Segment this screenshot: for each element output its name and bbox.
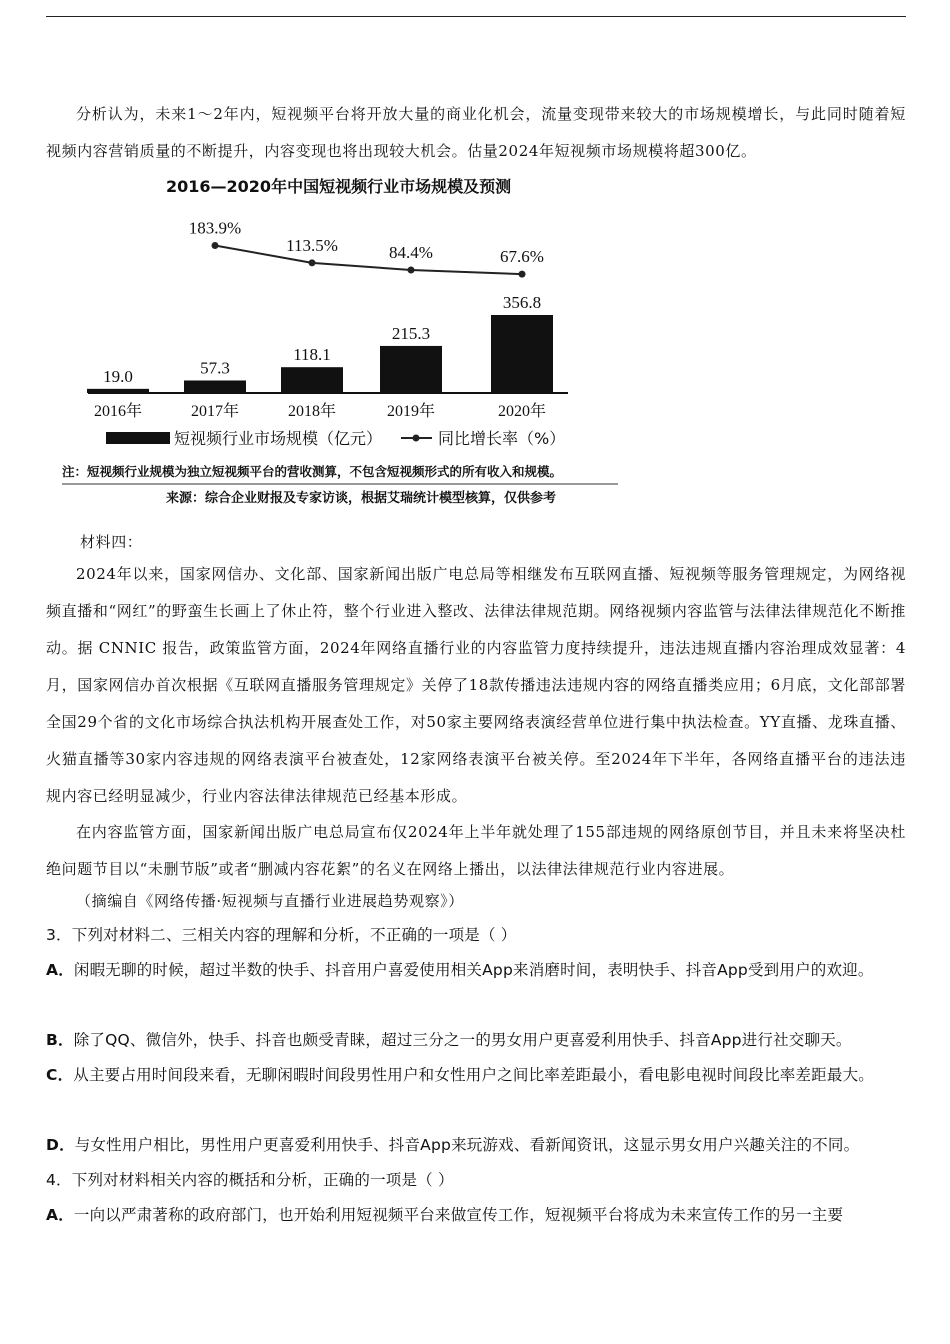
question-3-option-b[interactable] xyxy=(46,1023,906,1058)
legend-line-label: 同比增长率（%） xyxy=(438,429,566,448)
question-3-option-d[interactable] xyxy=(46,1128,906,1163)
growth-point-2 xyxy=(309,259,316,266)
question-4-stem: 4．下列对材料相关内容的概括和分析，正确的一项是（ ） xyxy=(46,1171,454,1189)
x-tick-label-5: 2020年 xyxy=(497,403,547,420)
legend-bar-swatch xyxy=(106,432,170,444)
q4-option-a-label: A． xyxy=(46,1206,74,1224)
option-b-text: 除了QQ、微信外，快手、抖音也颇受青睐，超过三分之一的男女用户更喜爱利用快手、抖音App进行社交聊天。 xyxy=(73,1031,852,1049)
question-3-option-a[interactable] xyxy=(46,953,906,988)
x-tick-label-1: 2016年 xyxy=(93,403,143,420)
growth-point-3 xyxy=(408,266,415,273)
material4-paragraph-1: 2024年以来，国家网信办、文化部、国家新闻出版广电总局等相继发布互联网直播、短视频等服务管理规定，为网络视频直播和“网红”的野蛮生长画上了休止符，整个行业进入整改、法律法律规范期。网络视频内容监管与法律法律规范化不断推动。据 CNNIC 报告，政策监管方面，2024年网络直播行业的内容监管力度持续提升，违法违规直播内容治理成效显著：4月，国家网信办首次根据《互联网直播服务管理规定》关停了18款传播违法违规内容的网络直播类应用；6月底，文化部部署全国29个省的文化市场综合执法机构开展查处工作，对50家主要网络表演经营单位进行集中执法检查。YY直播、龙珠直播、火猫直播等30家内容违规的网络表演平台被查处，12家网络表演平台被关停。至2024年下半年，各网络直播平台的违法违规内容已经明显减少，行业内容法律法律规范已经基本形成。 xyxy=(46,565,906,805)
legend-line-dot xyxy=(413,435,420,442)
option-d-text: 与女性用户相比，男性用户更喜爱利用快手、抖音App来玩游戏、看新闻资讯，这显示男女用户兴趣关注的不同。 xyxy=(74,1136,860,1154)
growth-point-4 xyxy=(519,271,526,278)
growth-label-1: 183.9% xyxy=(188,218,242,238)
material4-paragraph-2: 在内容监管方面，国家新闻出版广电总局宣布仅2024年上半年就处理了155部违规的网络原创节目，并且未来将坚决杜绝问题节目以“未删节版”或者“删减内容花絮”的名义在网络上播出，以法律法律规范行业内容进展。 xyxy=(46,823,906,878)
bar-3 xyxy=(281,367,343,393)
material4-heading: 材料四： xyxy=(80,533,143,551)
bar-2 xyxy=(184,380,246,393)
material4-citation: （摘编自《网络传播·短视频与直播行业进展趋势观察》） xyxy=(76,892,464,910)
bar-value-label-4: 215.3 xyxy=(391,323,431,343)
option-d-label: D． xyxy=(46,1136,75,1154)
x-tick-label-4: 2019年 xyxy=(386,403,436,420)
bar-4 xyxy=(380,346,442,393)
option-c-label: C． xyxy=(46,1066,74,1084)
bar-5 xyxy=(491,315,553,393)
bar-value-label-5: 356.8 xyxy=(502,293,542,312)
growth-label-3: 84.4% xyxy=(389,242,433,262)
option-c-text: 从主要占用时间段来看，无聊闲暇时间段男性用户和女性用户之间比率差距最小，看电影电视时间段比率差距最大。 xyxy=(73,1066,874,1084)
question-4-option-a[interactable] xyxy=(46,1198,906,1233)
legend-bar-label: 短视频行业市场规模（亿元） xyxy=(174,429,383,448)
intro-paragraph: 分析认为，未来1～2年内，短视频平台将开放大量的商业化机会，流量变现带来较大的市场规模增长，与此同时随着短视频内容营销质量的不断提升，内容变现也将出现较大机会。估量2024年短视频市场规模将超300亿。 xyxy=(46,105,906,160)
x-tick-label-2: 2017年 xyxy=(190,403,240,420)
page-top-rule xyxy=(46,16,906,17)
growth-rate-line xyxy=(215,246,522,275)
question-3-option-c[interactable] xyxy=(46,1058,906,1093)
q4-option-a-text: 一向以严肃著称的政府部门，也开始利用短视频平台来做宣传工作，短视频平台将成为未来宣传工作的另一主要 xyxy=(73,1206,844,1224)
market-size-chart xyxy=(56,168,636,513)
option-a-label: A． xyxy=(46,961,74,979)
chart-note: 注：短视频行业规模为独立短视频平台的营收测算，不包含短视频形式的所有收入和规模。 xyxy=(62,464,563,479)
bar-value-label-2: 57.3 xyxy=(200,358,230,378)
growth-point-1 xyxy=(212,242,219,249)
chart-title: 2016—2020年中国短视频行业市场规模及预测 xyxy=(166,177,512,196)
x-tick-label-3: 2018年 xyxy=(287,403,337,420)
growth-label-2: 113.5% xyxy=(286,235,338,255)
bar-value-label-1: 19.0 xyxy=(103,366,133,386)
question-3-stem: 3．下列对材料二、三相关内容的理解和分析，不正确的一项是（ ） xyxy=(46,926,517,944)
chart-svg xyxy=(56,168,636,513)
option-a-text: 闲暇无聊的时候，超过半数的快手、抖音用户喜爱使用相关App来消磨时间，表明快手、抖音App受到用户的欢迎。 xyxy=(73,961,874,979)
chart-source: 来源：综合企业财报及专家访谈，根据艾瑞统计模型核算，仅供参考 xyxy=(166,491,557,506)
bar-value-label-3: 118.1 xyxy=(293,345,331,365)
option-b-label: B． xyxy=(46,1031,74,1049)
growth-label-4: 67.6% xyxy=(500,247,544,267)
